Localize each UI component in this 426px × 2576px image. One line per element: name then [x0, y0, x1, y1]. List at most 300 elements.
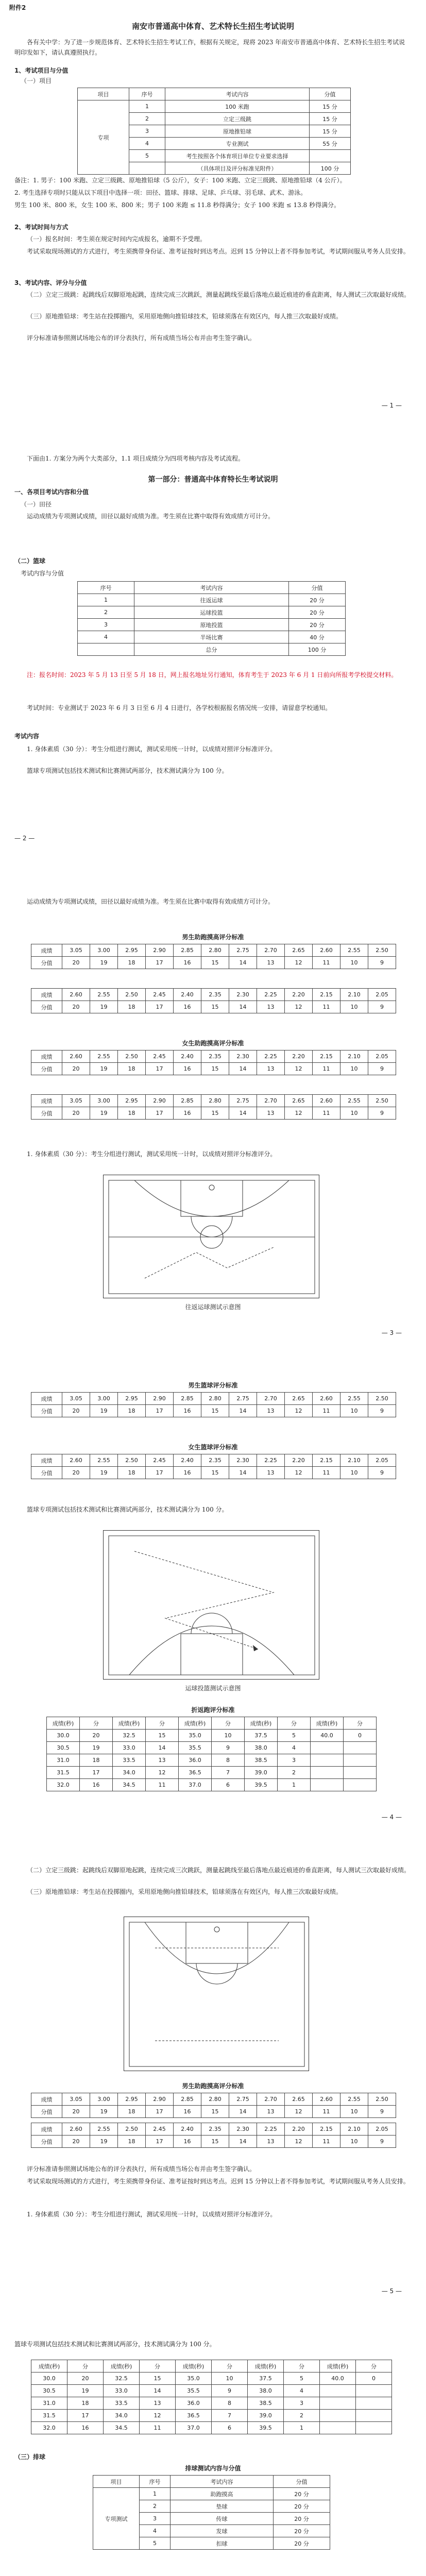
table-cell: 2.15: [313, 1454, 340, 1467]
table-cell: 2: [140, 2500, 171, 2513]
page-number: — 1 —: [381, 402, 402, 409]
table-cell: 2.40: [174, 2123, 201, 2136]
table-title: 女生助跑摸高评分标准: [182, 1040, 244, 1047]
table-cell: 12: [140, 2410, 176, 2422]
table-row: [31, 989, 396, 1001]
row-label: 成绩: [31, 2093, 62, 2106]
table-cell: 1: [140, 2488, 171, 2500]
table-cell: 10: [340, 2106, 368, 2118]
table-cell: 2.45: [146, 1454, 174, 1467]
row-label: 分值: [31, 1001, 62, 1013]
table-cell: 3: [278, 1754, 311, 1767]
table-cell: 19: [90, 957, 118, 969]
table-header: 序号: [78, 582, 134, 594]
table-cell: 10: [340, 1107, 368, 1120]
table-cell: 2.70: [257, 1393, 285, 1405]
row-label: 分值: [31, 2106, 62, 2118]
table-cell: 2.55: [340, 1393, 368, 1405]
table-cell: 2.10: [340, 2123, 368, 2136]
score-table: [31, 2093, 396, 2118]
table-row: [31, 957, 396, 969]
body-paragraph: 篮球专项测试包括技术测试和比赛测试两部分，技术测试满分为 100 分。: [27, 1506, 228, 1513]
note-paragraph: 男生 100 米、800 米，女生 100 米、800 米；男子 100 米跑 ≤ 11.8 秒得满分；女子 100 米跑 ≤ 13.8 秒得满分。: [14, 201, 340, 209]
table-cell: 15: [201, 957, 229, 969]
table-cell: 2.50: [368, 1095, 396, 1107]
table-cell: 19: [90, 1405, 118, 1417]
table-cell: 专项: [78, 100, 129, 175]
table-cell: 成绩(秒): [31, 2360, 67, 2372]
table-cell: 3.00: [90, 1095, 118, 1107]
table-cell: 2.60: [62, 1454, 90, 1467]
table-cell: 15: [201, 1107, 229, 1120]
table-cell: 10: [212, 2372, 248, 2385]
table-cell: 2.85: [174, 1095, 201, 1107]
table-cell: 2.45: [146, 2123, 174, 2136]
table-row: [93, 2488, 330, 2500]
table-cell: 16: [174, 1001, 201, 1013]
body-paragraph: 运动成绩为专项测试成绩，田径以最好成绩为准。考生须在比赛中取得有效成绩方可计分。: [27, 513, 275, 520]
table-cell: 成绩(秒): [113, 1717, 146, 1730]
table-cell: 成绩(秒): [179, 1717, 212, 1730]
table-cell: 16: [67, 2422, 104, 2434]
table-row: [31, 2136, 396, 2148]
table-cell: 15: [140, 2372, 176, 2385]
basketball-female-score-table: [31, 1454, 396, 1479]
table-cell: 15: [201, 1405, 229, 1417]
table-cell: 总分: [134, 643, 289, 656]
table-cell: 20 分: [274, 2525, 330, 2537]
row-label: 成绩: [31, 1050, 62, 1063]
table-cell: 14: [146, 1742, 179, 1754]
table-cell: 2.85: [174, 1393, 201, 1405]
table-cell: 2.20: [285, 2123, 313, 2136]
table-cell: 30.5: [31, 2385, 67, 2397]
table-cell: 36.0: [176, 2397, 212, 2410]
table-cell: 17: [146, 1405, 174, 1417]
table-cell: 2.20: [285, 1050, 313, 1063]
table-cell: 31.0: [47, 1754, 80, 1767]
table-cell: 2.90: [146, 2093, 174, 2106]
table-cell: 2.15: [313, 2123, 340, 2136]
table-cell: 13: [146, 1754, 179, 1767]
table-title: 男生助跑摸高评分标准: [182, 934, 244, 941]
table-cell: 2.25: [257, 1454, 285, 1467]
table-cell: 15: [201, 1063, 229, 1075]
table-row: [31, 2422, 392, 2434]
section-heading-1: 1、考试项目与分值: [14, 67, 69, 74]
table-cell: 分: [80, 1717, 113, 1730]
female-score-table-2: [31, 1094, 396, 1120]
table-cell: 13: [257, 2106, 285, 2118]
body-paragraph: （二）立定三级跳：起跳线后双脚原地起跳，连续完成三次跳跃，测量起跳线至最后落地点最近痕迹的垂直距离，每人测试三次取最好成绩。: [27, 291, 411, 298]
basketball-table: [77, 581, 346, 656]
table-cell: 3.05: [62, 944, 90, 957]
table-cell: 19: [90, 2106, 118, 2118]
table-cell: 3.05: [62, 2093, 90, 2106]
table-cell: 15: [201, 1467, 229, 1479]
table-cell: 20 分: [289, 619, 346, 631]
table-cell: 33.0: [104, 2385, 140, 2397]
basketball-court-diagram-2: [103, 1530, 319, 1680]
table-row: [31, 1467, 396, 1479]
table-cell: 20 分: [289, 594, 346, 606]
table-cell: 往返运球: [134, 594, 289, 606]
table-cell: 专业测试: [165, 138, 310, 150]
table-cell: 9: [368, 957, 396, 969]
table-cell: 2.40: [174, 1454, 201, 1467]
row-label: 分值: [31, 1063, 62, 1075]
table-cell: 19: [90, 1001, 118, 1013]
table-cell: [356, 2385, 392, 2397]
table-cell: 16: [80, 1779, 113, 1791]
table-cell: 12: [285, 1107, 313, 1120]
table-row: [31, 2093, 396, 2106]
table-cell: 分: [356, 2360, 392, 2372]
table-cell: 7: [212, 1767, 245, 1779]
table-cell: 36.0: [179, 1754, 212, 1767]
table-cell: 9: [368, 1063, 396, 1075]
table-cell: 35.0: [176, 2372, 212, 2385]
table-cell: 扣球: [171, 2537, 274, 2550]
table-cell: 14: [229, 1405, 257, 1417]
table-cell: 3.00: [90, 944, 118, 957]
table-cell: 2.50: [368, 944, 396, 957]
part-heading: 第一部分：普通高中体育特长生考试说明: [148, 476, 278, 484]
table-cell: 18: [118, 1467, 146, 1479]
table-cell: 20: [62, 1107, 90, 1120]
table-cell: 2.65: [285, 944, 313, 957]
table-header: 分值: [289, 582, 346, 594]
table-cell: 18: [118, 957, 146, 969]
run-score-table-2: [31, 2360, 392, 2434]
table-cell: 2.70: [257, 2093, 285, 2106]
table-cell: 20: [62, 2106, 90, 2118]
table-cell: 34.5: [113, 1779, 146, 1791]
table-cell: 成绩(秒): [248, 2360, 284, 2372]
table-cell: 分: [140, 2360, 176, 2372]
court-drawing: [104, 1531, 320, 1680]
table-cell: 40 分: [289, 631, 346, 643]
table-cell: 2: [284, 2410, 320, 2422]
table-cell: 2.60: [62, 1050, 90, 1063]
table-cell: 专项测试: [93, 2488, 140, 2550]
table-cell: 18: [118, 2136, 146, 2148]
table-cell: 18: [80, 1754, 113, 1767]
table-row: [78, 100, 351, 113]
table-cell: 100 分: [310, 162, 351, 175]
attachment-label: 附件2: [9, 4, 26, 11]
table-cell: 2.65: [285, 1393, 313, 1405]
table-cell: 8: [212, 1754, 245, 1767]
table-cell: 31.5: [47, 1767, 80, 1779]
table-row: [31, 2397, 392, 2410]
table-cell: 3: [284, 2397, 320, 2410]
table-row: [31, 2372, 392, 2385]
table-cell: [311, 1779, 344, 1791]
table-cell: 5: [278, 1730, 311, 1742]
table-cell: 10: [340, 1001, 368, 1013]
table-cell: 2: [78, 606, 134, 619]
table-cell: 3: [78, 619, 134, 631]
table-cell: 2: [278, 1767, 311, 1779]
body-paragraph: 考试时间：专业测试于 2023 年 6 月 3 日至 6 月 4 日进行，各学校根据报名情况统一安排，请留意学校通知。: [27, 704, 332, 711]
table-cell: 14: [229, 2106, 257, 2118]
table-cell: 立定三级跳: [165, 113, 310, 125]
table-cell: 考生按照各个体育项目单位专业要求选择: [165, 150, 310, 162]
table-cell: 9: [368, 1107, 396, 1120]
court-drawing: [124, 1917, 310, 2072]
table-cell: 15: [146, 1730, 179, 1742]
table-cell: [344, 1754, 377, 1767]
table-cell: 2: [129, 113, 165, 125]
table-cell: 30.0: [47, 1730, 80, 1742]
table-cell: 39.0: [248, 2410, 284, 2422]
table-cell: 垫球: [171, 2500, 274, 2513]
table-cell: 12: [285, 2106, 313, 2118]
table-cell: 2.60: [62, 989, 90, 1001]
table-cell: 13: [257, 1001, 285, 1013]
table-title: 折返跑评分标准: [191, 1706, 235, 1714]
table-cell: 16: [174, 1467, 201, 1479]
table-cell: 39.0: [245, 1767, 278, 1779]
table-cell: [311, 1742, 344, 1754]
table-cell: 100 米跑: [165, 100, 310, 113]
table-cell: 2.80: [201, 1095, 229, 1107]
table-cell: 2.55: [90, 2123, 118, 2136]
table-cell: 18: [118, 1107, 146, 1120]
body-paragraph: 篮球专项测试包括技术测试和比赛测试两部分，技术测试满分为 100 分。: [14, 2341, 216, 2348]
table-cell: 助跑摸高: [171, 2488, 274, 2500]
table-cell: 11: [313, 1001, 340, 1013]
table-cell: 37.0: [179, 1779, 212, 1791]
court-drawing: [104, 1175, 320, 1299]
table-cell: 2.50: [118, 2123, 146, 2136]
table-title: 男生篮球评分标准: [188, 1382, 238, 1389]
table-cell: 2.50: [368, 1393, 396, 1405]
body-paragraph: 1. 身体素质（30 分）：考生分组进行测试，测试采用统一计时，以成绩对照评分标准评分。: [27, 745, 277, 753]
table-cell: 分: [344, 1717, 377, 1730]
table-cell: 9: [368, 2136, 396, 2148]
table-cell: [129, 162, 165, 175]
table-cell: [311, 1767, 344, 1779]
table-cell: 40.0: [311, 1730, 344, 1742]
body-paragraph: （二）立定三级跳：起跳线后双脚原地起跳，连续完成三次跳跃，测量起跳线至最后落地点最近痕迹的垂直距离，每人测试三次取最好成绩。: [27, 1867, 411, 1874]
table-cell: 2.50: [118, 1050, 146, 1063]
table-cell: 2.55: [340, 2093, 368, 2106]
section-heading-1a: （一）项目: [21, 77, 52, 84]
table-cell: 13: [257, 2136, 285, 2148]
table-cell: 12: [285, 1001, 313, 1013]
table-cell: 19: [90, 2136, 118, 2148]
table-cell: 30.5: [47, 1742, 80, 1754]
table-cell: 36.5: [176, 2410, 212, 2422]
table-cell: [356, 2397, 392, 2410]
table-cell: [356, 2422, 392, 2434]
table-cell: 4: [78, 631, 134, 643]
table-cell: [344, 1779, 377, 1791]
run-score-table: [46, 1717, 377, 1791]
table-cell: 2.90: [146, 944, 174, 957]
body-paragraph: 1. 身体素质（30 分）：考生分组进行测试，测试采用统一计时，以成绩对照评分标准评分。: [27, 2211, 277, 2218]
table-cell: 4: [140, 2525, 171, 2537]
table-cell: 2.95: [118, 944, 146, 957]
table-cell: 2.50: [118, 989, 146, 1001]
table-cell: 2.30: [229, 1454, 257, 1467]
row-label: 成绩: [31, 2123, 62, 2136]
table-cell: 32.0: [31, 2422, 67, 2434]
table-cell: 10: [340, 957, 368, 969]
table-cell: 17: [67, 2410, 104, 2422]
table-cell: 2.35: [201, 989, 229, 1001]
section-heading-2: 2、考试时间与方式: [14, 224, 69, 231]
table-cell: 2.75: [229, 944, 257, 957]
table-header: 序号: [140, 2476, 171, 2488]
table-cell: [344, 1742, 377, 1754]
table-cell: 2.20: [285, 989, 313, 1001]
table-cell: 2.45: [146, 1050, 174, 1063]
table-cell: 15: [201, 2106, 229, 2118]
table-cell: 2.55: [340, 944, 368, 957]
table-cell: 半场比赛: [134, 631, 289, 643]
table-cell: 3: [140, 2513, 171, 2525]
table-cell: 12: [285, 957, 313, 969]
table-cell: 12: [285, 2136, 313, 2148]
table-cell: 40.0: [320, 2372, 356, 2385]
subsection-heading: （三）排球: [14, 2453, 46, 2461]
table-cell: 成绩(秒): [311, 1717, 344, 1730]
table-header: 考试内容: [171, 2476, 274, 2488]
table-cell: 14: [229, 1001, 257, 1013]
table-cell: 1: [129, 100, 165, 113]
table-cell: 2.60: [313, 1393, 340, 1405]
table-cell: 16: [174, 2136, 201, 2148]
basketball-male-score-table: [31, 1392, 396, 1417]
table-cell: 2.05: [368, 2123, 396, 2136]
table-cell: （具体项目及评分标准见附件）: [165, 162, 310, 175]
table-cell: 13: [257, 957, 285, 969]
table-cell: [320, 2385, 356, 2397]
table-cell: [78, 643, 134, 656]
table-cell: 0: [344, 1730, 377, 1742]
table-row: [47, 1717, 377, 1730]
table-cell: [320, 2410, 356, 2422]
project-table: [77, 88, 351, 175]
table-row: [31, 2385, 392, 2397]
table-cell: 2.25: [257, 1050, 285, 1063]
table-cell: 17: [146, 1467, 174, 1479]
table-cell: 17: [146, 2136, 174, 2148]
table-cell: 38.5: [248, 2397, 284, 2410]
table-cell: 19: [90, 1107, 118, 1120]
table-cell: 20: [62, 957, 90, 969]
table-cell: 2.65: [285, 1095, 313, 1107]
table-cell: 5: [284, 2372, 320, 2385]
table-cell: 31.0: [31, 2397, 67, 2410]
table-cell: 成绩(秒): [320, 2360, 356, 2372]
table-cell: 2.85: [174, 2093, 201, 2106]
table-row: [31, 1393, 396, 1405]
table-cell: 2.10: [340, 989, 368, 1001]
table-cell: 11: [313, 2136, 340, 2148]
table-cell: 原地推铅球: [165, 125, 310, 138]
table-cell: 20: [62, 1467, 90, 1479]
row-label: 分值: [31, 1107, 62, 1120]
table-cell: 2.35: [201, 1454, 229, 1467]
table-cell: 20 分: [274, 2513, 330, 2525]
table-cell: 8: [212, 2397, 248, 2410]
diagram-caption: 往返运球测试示意图: [185, 1303, 241, 1311]
row-label: 成绩: [31, 944, 62, 957]
table-cell: 19: [90, 1467, 118, 1479]
table-cell: 12: [285, 1467, 313, 1479]
table-row: [78, 631, 346, 643]
page-number: — 2 —: [14, 835, 35, 842]
table-cell: 原地投篮: [134, 619, 289, 631]
table-cell: 11: [313, 2106, 340, 2118]
table-cell: 10: [340, 1467, 368, 1479]
table-cell: 9: [368, 1467, 396, 1479]
row-label: 成绩: [31, 1454, 62, 1467]
table-cell: 2.60: [313, 1095, 340, 1107]
table-cell: 2.60: [313, 2093, 340, 2106]
table-cell: 20: [62, 1001, 90, 1013]
table-cell: 34.5: [104, 2422, 140, 2434]
subsection-heading: 考试内容: [14, 733, 40, 740]
table-cell: 2.05: [368, 1454, 396, 1467]
table-cell: 分: [278, 1717, 311, 1730]
body-paragraph: （三）原地推铅球：考生站在投掷圈内，采用原地侧向推铅球技术，铅球须落在有效区内，每人推三次取最好成绩。: [27, 313, 343, 320]
table-cell: 3.05: [62, 1393, 90, 1405]
row-label: 成绩: [31, 1095, 62, 1107]
body-paragraph: 评分标准请参照测试场地公布的评分表执行，所有成绩当场公布并由考生签字确认。: [27, 334, 256, 342]
table-cell: 12: [146, 1767, 179, 1779]
row-label: 分值: [31, 1467, 62, 1479]
table-cell: 10: [340, 1405, 368, 1417]
table-cell: [311, 1754, 344, 1767]
table-cell: 12: [285, 1405, 313, 1417]
basketball-court-diagram-3: [124, 1917, 309, 2071]
table-cell: 运球投篮: [134, 606, 289, 619]
part-subheading: 一、各项目考试内容和分值: [14, 488, 89, 496]
table-cell: 18: [118, 1405, 146, 1417]
table-header: 序号: [129, 88, 165, 100]
table-cell: 11: [313, 1063, 340, 1075]
table-cell: 2.55: [340, 1095, 368, 1107]
table-cell: 9: [212, 1742, 245, 1754]
table-cell: 2.10: [340, 1050, 368, 1063]
body-paragraph: 1. 身体素质（30 分）：考生分组进行测试，测试采用统一计时，以成绩对照评分标准评分。: [27, 1150, 277, 1158]
table-cell: 32.5: [113, 1730, 146, 1742]
table-cell: 2.75: [229, 1095, 257, 1107]
table-row: [31, 2123, 396, 2136]
table-cell: 2.10: [340, 1454, 368, 1467]
table-cell: 2.80: [201, 944, 229, 957]
page-number: — 3 —: [381, 1329, 402, 1336]
body-paragraph: 评分标准请参照测试场地公布的评分表执行，所有成绩当场公布并由考生签字确认。: [27, 2165, 256, 2173]
table-cell: 分: [212, 1717, 245, 1730]
table-cell: 19: [80, 1742, 113, 1754]
table-cell: 2.55: [90, 1454, 118, 1467]
registration-notice: 注：报名时间：2023 年 5 月 13 日至 5 月 18 日，网上报名地址另行通知，体育考生于 2023 年 6 月 1 日前向所报考学校提交材料。: [27, 671, 398, 679]
table-cell: 2.25: [257, 2123, 285, 2136]
table-cell: 3.05: [62, 1095, 90, 1107]
table-cell: 1: [284, 2422, 320, 2434]
table-cell: 2.60: [313, 944, 340, 957]
table-row: [31, 1001, 396, 1013]
body-paragraph: 篮球专项测试包括技术测试和比赛测试两部分，技术测试满分为 100 分。: [27, 767, 228, 774]
table-cell: 2.80: [201, 2093, 229, 2106]
body-paragraph: （一）报名时间：考生须在规定时间内完成报名，逾期不予受理。: [27, 235, 207, 243]
